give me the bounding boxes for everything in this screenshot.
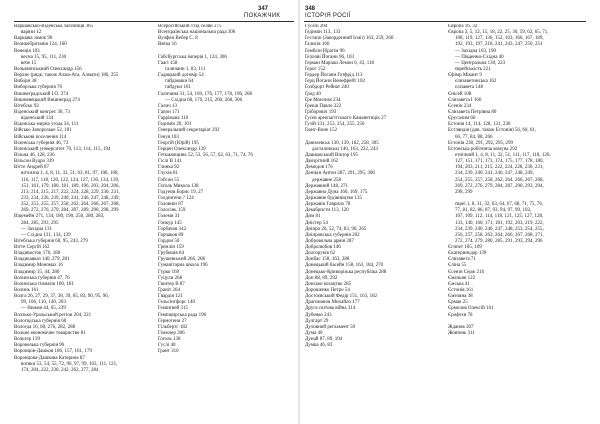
index-entry: — Східна 68, 176, 215, 260, 268, 306 [165, 97, 243, 103]
index-entry: Духовний регламент 59 [305, 324, 356, 330]
index-entry: Декабристи 113, 120 [305, 208, 349, 214]
index-entry: — Західна 163, 190 [455, 48, 497, 54]
index-entry: Єкатеринодар 139 [448, 251, 487, 257]
index-entry: 194, 203, 211, 215, 222, 224, 228, 230, 231, [455, 165, 544, 171]
index-entry: Вельямінськиий Олександр 156 [14, 66, 82, 72]
index-entry: — Нижня 44, 65, 239 [21, 306, 66, 312]
index-entry: Єфімр Мікант 9 [448, 73, 482, 79]
index-entry: Воронцова-Дашкова Катерина 87 [14, 355, 85, 361]
index-entry: Гіммлер 306 [158, 331, 185, 337]
index-entry: Військо Запорозьке 52, 101 [14, 128, 72, 134]
index-entry: Варшава замок 90 [14, 36, 53, 42]
index-entry: Гемінгвей 315 [158, 306, 188, 312]
index-entry: Добровольча армія 287 [305, 238, 354, 244]
index-entry: Гемпширська рада 196 [158, 312, 207, 318]
index-entry: Ґузій 131, 253, 254, 255, 256 [305, 122, 365, 128]
index-entry: Єлизавета Петрівна 80 [448, 109, 497, 115]
index-entry: Гордон 50 [158, 238, 180, 244]
index-entry: етнічний 1, 4, 8, 11, 32, 51, 111, 117, 118, 120, [455, 152, 551, 158]
index-entry: Естонська робітнича комуна 292 [448, 146, 518, 152]
index-entry: Вільна 46, 128, 236 [14, 152, 55, 158]
index-entry: євреї 1, 8, 31, 32, 63, 64, 67, 68, 71, 75, 76, [455, 202, 544, 208]
index-entry: Думка 46, 83 [305, 343, 333, 349]
index-entry: Ґолбдорт Рейнат 240 [305, 85, 349, 91]
index-entry: Єрмолов Олексій 161 [448, 306, 494, 312]
index-entry: Габсбургська імперія 1, 124, 306 [158, 54, 227, 60]
index-entry: Вітебськ 92 [14, 103, 39, 109]
left-header-rule [14, 21, 294, 22]
index-entry: Ємська 41 [448, 281, 470, 287]
index-entry: Єрмак 25 [448, 300, 468, 306]
index-entry: Ґусев ареопагітського Каманетицік 27 [305, 116, 387, 122]
index-entry: Єгипет 105, 109 [448, 245, 482, 251]
index-entry: Гуцули 268 [158, 275, 183, 281]
index-entry: Горбачов 342 [158, 226, 187, 232]
index-entry: Військові поселення 114 [14, 134, 67, 140]
index-entry: вотяки 53, 54, 55, 72, 96, 97, 99, 103, 111, 121, [21, 361, 118, 367]
index-entry: Драгоманов Михайло 177 [305, 300, 360, 306]
index-entry: Вітте Сергій 162 [14, 245, 50, 251]
index-entry: 66, 77, 84, 88, 266 [455, 134, 493, 140]
index-entry: Єстонія 161 [448, 288, 474, 294]
index-entry: Вільсон Вудро 339 [14, 159, 54, 165]
index-entry: Жданов 307 [448, 324, 474, 330]
index-entry: Головнін 87 [158, 202, 184, 208]
index-entry: Достоєвський Федір 151, 163, 182 [305, 294, 378, 300]
index-entry: Естляндія (див. також Естонія) 56, 60, 61, [448, 128, 537, 134]
index-entry: весна 15, 95, 111, 230 [21, 54, 67, 60]
index-entry: Гремлін 159 [158, 245, 184, 251]
index-entry: Гермогени 27 [158, 318, 187, 324]
index-entry: — Південно-Східна 40 [455, 54, 504, 60]
index-entry: Донське козацтво 285 [305, 281, 352, 287]
index-entry: Волинська гімназія 100, 181 [14, 281, 74, 287]
index-entry: Дорошенко Петро 54 [305, 288, 350, 294]
index-entry: Владикавказ 140, 279, 281 [14, 257, 70, 263]
index-entry: 269, 272, 276, 279, 284, 287, 290, 293, 294, [455, 183, 544, 189]
index-entry: Єлизавета І 166 [448, 97, 482, 103]
index-entry: Владимир Мономах 16 [14, 263, 63, 269]
index-entry: Єсенін Серж 216 [448, 269, 485, 275]
index-entry: Гаагі 158 [158, 60, 178, 66]
index-entry: — Західна 131 [21, 226, 53, 232]
index-entry: Герцен Олександр 139 [158, 146, 206, 152]
index-entry: Дніпровська губернія 202 [305, 232, 360, 238]
index-entry: Долгоруків 62 [305, 251, 336, 257]
index-column-1 [14, 24, 154, 374]
index-entry: Державне будівництво 135 [305, 195, 362, 201]
index-entry: Вольтер 139 [14, 337, 41, 343]
index-entry: Донецький басейн 158, 163, 184, 270 [305, 263, 384, 269]
index-entry: Єнісей 108 [448, 91, 472, 97]
index-entry: — Центральна 130, 223 [455, 60, 506, 66]
index-entry: Віленський університет 70, 113, 114, 115, 194 [14, 146, 111, 152]
index-entry: 108, 119, 127, 136, 152, 163, 166, 167, 189, [455, 36, 544, 42]
index-entry: гайдамаки 64 [165, 79, 194, 85]
index-entry: Ґюнт-Воне 152 [305, 128, 337, 134]
index-entry: Волинь 161 [14, 288, 39, 294]
index-entry: Глинка 92 [158, 165, 180, 171]
index-entry: Естонія 14, 114, 128, 131, 236 [448, 122, 511, 128]
index-entry: Гетьманщина 52, 53, 56, 57, 62, 63, 71, 74, 76 [158, 152, 253, 158]
index-entry: Ємельян 122 [448, 275, 476, 281]
index-entry: дасталовські 140, 163, 222, 243 [312, 146, 378, 152]
index-entry: Вишнеградський І.О. 274 [14, 91, 69, 97]
index-entry: Дим 81 [305, 214, 321, 220]
index-entry: Гільбертс 182 [158, 324, 188, 330]
index-entry: Горчаков 89 [158, 232, 184, 238]
index-entry: Великобританія 124, 160 [14, 42, 67, 48]
index-entry: галичани 1, 83, 111 [165, 66, 206, 72]
index-entry: 269, 272, 276, 279, 284, 287, 289, 290, 298, 299 [21, 208, 119, 214]
index-entry: Ґріборовіч 193 [305, 109, 337, 115]
index-entry: Державна Дума 166, 169, 175 [305, 189, 368, 195]
index-entry: Всеукраїнська національна рада 306 [158, 30, 236, 36]
index-entry: Всеросійський з'їзд селян 275 [158, 24, 222, 29]
index-entry: Гвардія 121 [158, 294, 183, 300]
index-entry: 256, 257, 258, 263, 264, 266, 267, 268, 271, [455, 232, 544, 238]
index-entry: Гуселі 204 [305, 24, 328, 29]
index-entry: 151, 161, 179, 180, 181, 189, 196, 203, 204, 206, [21, 183, 120, 189]
index-entry: Вітте Андрей 87 [14, 165, 50, 171]
index-entry: 192, 193, 197, 218, 241, 243, 247, 250, 251 [455, 42, 543, 48]
index-entry: Ґерман Маріаш Лемон 6, 43, 118 [305, 60, 375, 66]
index-entry: Віденський конгрес 30, 73 [14, 109, 70, 115]
index-entry: Генеральний секретаріат 292 [158, 128, 220, 134]
index-entry: Гобсон 55 [158, 177, 180, 183]
index-entry: 107, 109, 112, 114, 118, 121, 125, 127, 128, [455, 214, 544, 220]
index-entry: Дон 88, 89, 292 [305, 275, 338, 281]
index-entry: 234, 239, 240, 246, 247, 248, 253, 254, 255, [455, 226, 544, 232]
index-entry: Ґердер Йоганн Ґотфрід 113 [305, 73, 363, 79]
index-entry: Глухів 81 [158, 171, 179, 177]
index-entry: Дубенко 243 [305, 312, 332, 318]
index-entry: 234, 239, 240, 241, 246, 247, 248, 249, [455, 171, 534, 177]
index-entry: Гіслі В 141 [158, 159, 182, 165]
index-entry: Ґеллові Йоганн 96, 103 [305, 54, 354, 60]
index-entry: 174, 204, 222, 230, 242, 262, 277, 284 [21, 367, 99, 373]
index-entry: єлизаветинська 162 [455, 79, 497, 85]
index-entry: Гуслі 40 [158, 343, 176, 349]
index-entry: Воронцов-Дашков 186, 157, 161, 179 [14, 349, 92, 355]
index-entry: Донбас 158, 163, 288 [305, 257, 350, 263]
index-entry: Галич 13 [158, 103, 177, 109]
index-entry: Вишневецький Вишнеґрад 274 [14, 97, 80, 103]
index-entry: Ґрант 310 [158, 349, 179, 355]
index-entry: Годунов Борис 19, 27 [158, 189, 204, 195]
index-entry: Віленська губернія 46, 73 [14, 140, 69, 146]
index-entry: Владимир 15, 44, 280 [14, 269, 60, 275]
index-entry: Гурко 169 [158, 269, 180, 275]
left-page-title: ПОКАЖЧИК [244, 13, 281, 19]
index-entry: Донецько-Криворізька республіка 288 [305, 269, 387, 275]
index-entry: 213, 214, 215, 217, 222, 224, 228, 229, 230, 231, [21, 189, 120, 195]
right-header-rule [304, 21, 586, 22]
index-entry: державне 258 [312, 177, 341, 183]
index-entry: Волзько-Уральський регіон 204, 221 [14, 312, 92, 318]
index-entry: Ґестапо (Закордонний Ісміі) 163, 259, 260 [305, 36, 394, 42]
index-entry: Ємеляна 38 [448, 294, 473, 300]
index-entry: Ґре Монзеля 234 [305, 97, 341, 103]
index-column-3 [305, 24, 443, 349]
index-entry: Ґерог 152 [305, 66, 326, 72]
index-entry: єлізавета 148 [455, 85, 483, 91]
index-entry: Гапон 171 [158, 109, 180, 115]
index-entry: Гуманітарна школа 196 [158, 263, 208, 269]
index-entry: 284, 285, 293, 295 [21, 220, 59, 226]
index-entry: Георгій (Юрій) 195 [158, 140, 199, 146]
index-entry: Ґраніт 264 [158, 288, 180, 294]
right-page-number: 348 [305, 6, 316, 12]
index-entry: Гадяцький договір 54 [158, 73, 204, 79]
index-entry: 133, 140, 160, 171, 181, 192, 203, 219, 222, [455, 220, 544, 226]
index-entry: Віцемейн 271, 134, 180, 190, 250, 280, 283, [14, 214, 105, 220]
index-entry: Волга 26, 27, 29, 37, 38, 39, 65, 83, 90, 95, 96, [14, 294, 110, 300]
index-entry: Гаррімана 110 [158, 116, 189, 122]
index-entry: Ґрод 40 [305, 91, 321, 97]
index-entry: Жовтень 311 [448, 331, 475, 337]
index-entry: 298, 299 [455, 189, 473, 195]
index-entry: Грубешів 84 [158, 251, 184, 257]
index-entry: Єрусалим 66 [448, 116, 476, 122]
index-entry: Вулфен Вебер С. 8 [158, 36, 198, 42]
index-entry: Генуя 103 [158, 134, 179, 140]
index-entry: 77, 81, 82, 86, 87, 93, 94, 97, 99, 102, [455, 208, 532, 214]
index-entry: Варшавсько-Віденська залізниця 365 [14, 24, 93, 29]
index-entry: Гельсінгфорс 140 [158, 300, 196, 306]
index-entry: Голдінгени ? 124 [158, 195, 194, 201]
index-entry: Віденська мирна угода 34, 111 [14, 122, 79, 128]
index-column-4 [448, 24, 590, 337]
index-entry: Данилевськ 130, 139, 162, 258, 305 [305, 140, 379, 146]
index-entry: Єрофєєв 78 [448, 312, 473, 318]
index-entry: Гонкур 145 [158, 220, 182, 226]
index-entry: віденський 134 [21, 116, 54, 122]
index-entry: вече 15 [21, 60, 37, 66]
index-entry: Венеція 103 [14, 48, 40, 54]
index-entry: Вологодська губернія 60 [14, 318, 67, 324]
index-entry: Друга світова війна 314 [305, 306, 356, 312]
index-entry: Державін Гаврило 78 [305, 202, 351, 208]
index-entry: — Східна 131, 134, 139 [21, 232, 71, 238]
index-entry: Дністер 54 [305, 220, 328, 226]
index-entry: Вибори 38 [14, 79, 37, 85]
index-entry: Європа 3, 5, 12, 15, 18, 22, 25, 30, 59, 62, 65, 71, [448, 30, 549, 36]
index-entry: 233, 234, 236, 239, 240, 241, 246, 247, 248, 249, [21, 195, 120, 201]
index-entry: Двозрітний 162 [305, 159, 339, 165]
index-entry: 252, 253, 255, 257, 258, 262, 264, 266, 267, 268, [21, 202, 120, 208]
index-entry: Дунай 87, 89, 104 [305, 337, 343, 343]
index-entry: Єсенін 234 [448, 103, 472, 109]
index-entry: Голосінь 159 [158, 208, 186, 214]
left-page-number: 347 [258, 6, 269, 12]
index-entry: Виборзька губернія 76 [14, 85, 62, 91]
index-entry: Дашковський Віктор 195 [305, 152, 358, 158]
index-entry: Естонія 238, 291, 292, 295, 299 [448, 140, 514, 146]
index-column-2 [158, 24, 294, 356]
index-entry: Ґоґоль 138 [158, 337, 181, 343]
index-entry: Дума 40 [305, 331, 323, 337]
index-entry: Демидов 176 [305, 165, 333, 171]
index-entry: Вольне економічне товариство 81 [14, 331, 86, 337]
index-entry: єврейськість 221 [455, 66, 491, 72]
index-entry: Галичина 31, 54, 169, 176, 177, 178, 196, 268 [158, 91, 253, 97]
index-entry: Гюнтер В 87 [158, 281, 185, 287]
index-entry: 127, 151, 171, 173, 174, 175, 177, 178, 180, [455, 159, 544, 165]
index-entry: 99, 106, 110, 140, 203 [21, 300, 66, 306]
index-entry: Єліна 55 [448, 263, 467, 269]
index-entry: Єлизавета 71 [448, 257, 476, 263]
index-entry: Големи 31 [158, 214, 180, 220]
index-entry: Європа 16, 32 [448, 24, 478, 29]
index-entry: 272, 274, 279, 280, 285, 291, 293, 294, 296 [455, 238, 543, 244]
index-entry: Добролюбов 146 [305, 245, 341, 251]
index-entry: Дулгарт 29 [305, 318, 329, 324]
index-entry: гайдуки 161 [165, 85, 191, 91]
index-entry: Дніпро 26, 52, 74, 83, 96, 265 [305, 226, 367, 232]
index-entry: Воронезька губернія 96 [14, 343, 65, 349]
index-entry: Гоголь Микола 138 [158, 183, 199, 189]
right-page-title: ІСТОРІЯ РОСІЇ [305, 13, 351, 19]
index-entry: вітчизна 1, 4, 8, 11, 32, 51, 63, 81, 97, 108, 108, [21, 171, 119, 177]
index-entry: Гедимін 20, 101 [158, 122, 192, 128]
index-entry: Ґедимін 113, 133 [305, 30, 341, 36]
index-entry: варязи 12 [21, 30, 42, 36]
index-entry: Вятка 16 [158, 42, 177, 48]
index-entry: Вітебська губернія 60, 95, 243, 279 [14, 238, 88, 244]
index-entry: Державний 148, 271 [305, 183, 349, 189]
index-entry: Денікін Антон 287, 291, 295, 306 [305, 171, 375, 177]
index-entry: Ґалисія 166 [305, 42, 330, 48]
index-entry: Волинська губернія 47, 76 [14, 275, 70, 281]
index-entry: Ґерц Йоганн Венефрейт 102 [305, 79, 365, 85]
book-gutter [298, 0, 300, 424]
index-entry: Владивосток 176, 180 [14, 251, 61, 257]
index-entry: Ґемблін Ібрагім 96 [305, 48, 345, 54]
index-entry: 254, 255, 257, 258, 262, 264, 266, 267, 268, [455, 177, 544, 183]
index-entry: Ґреків Павло 322 [305, 103, 342, 109]
index-entry: Грушевський 266, 268 [158, 257, 205, 263]
index-entry: 116, 117, 118, 120, 122, 124, 127, 130, 134, 139, [21, 177, 120, 183]
index-entry: Верхнє (рядк. також Алма-Ата, Алмати) 186, 255 [14, 73, 119, 79]
index-entry: Вологда 16, 60, 276, 282, 288 [14, 324, 76, 330]
